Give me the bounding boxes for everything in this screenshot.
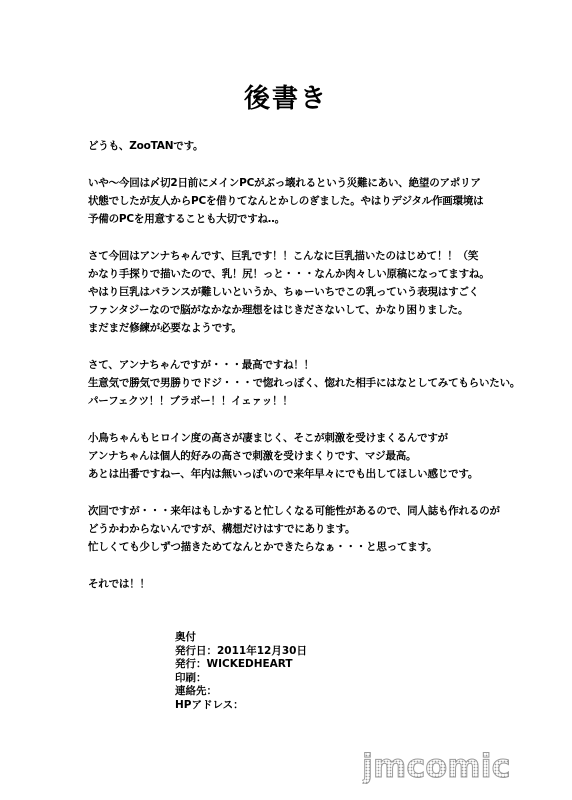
text-line: どうかわからないんですが、構想だけはすでにあります。 <box>88 523 356 536</box>
text-line: 状態でしたが友人からPCを借りてなんとかしのぎました。やはりデジタル作画環境は <box>88 194 484 207</box>
text-line: さて、アンナちゃんですが・・・最高ですね！！ <box>88 359 314 371</box>
svg-text:jmcomic: jmcomic <box>362 748 511 784</box>
paragraph-pc-trouble <box>88 174 528 229</box>
text-line: 予備のPCを用意することも大切ですね‥。 <box>88 213 285 225</box>
colophon-publisher: 発行：WICKEDHEART <box>175 658 293 671</box>
text-line: かなり手探りで描いたので、乳！尻！っと・・・なんか肉々しい原稿になってますね。 <box>88 267 490 280</box>
text-line: 生意気で勝気で男勝りでドジ・・・で惚れっぽく、惚れた相手にはなとしてみてもらいたい。 <box>88 377 521 390</box>
afterword-body <box>88 137 528 612</box>
paragraph-closing <box>88 575 528 593</box>
text-line: 小鳥ちゃんもヒロイン度の高さが凄まじく、そこが刺激を受けまくるんですが <box>88 432 448 444</box>
colophon-heading: 奥付 <box>175 631 196 643</box>
colophon-hp: HPアドレス： <box>175 698 244 711</box>
text-line: アンナちゃんは個人的好みの高さで刺激を受けまくりです、マジ最高。 <box>88 450 417 463</box>
text-line: 忙しくても少しずつ描きためてなんとかできたらなぁ・・・と思ってます。 <box>88 541 438 554</box>
jmcomic-logo-icon <box>362 748 558 784</box>
text-line: ファンタジーなので脳がなかなか理想をはじきださないして、かなり困りました。 <box>88 304 469 317</box>
text-line: まだまだ修練が必要なようです。 <box>88 322 242 335</box>
colophon-contact: 連絡先： <box>175 685 217 698</box>
colophon <box>175 631 307 713</box>
page-title: 後書き <box>243 84 328 114</box>
text-line: あとは出番ですねー、年内は無いっぽいので来年早々にでも出してほしい感じです。 <box>88 468 479 481</box>
watermark-logo <box>362 748 558 784</box>
paragraph-greeting <box>88 137 528 155</box>
text-line: パーフェクツ！！ブラボー！！イェァッ！！ <box>88 395 293 408</box>
text-line: どうも、ZooTANです。 <box>88 140 204 152</box>
paragraph-kotori <box>88 429 528 484</box>
paragraph-best <box>88 356 528 411</box>
text-line: それでは！！ <box>88 578 150 590</box>
colophon-issue-date: 発行日：2011年12月30日 <box>175 644 307 657</box>
paragraph-anna <box>88 247 528 338</box>
colophon-printer: 印刷： <box>175 671 207 684</box>
paragraph-next <box>88 502 528 557</box>
text-line: いや〜今回は〆切2日前にメインPCがぶっ壊れるという災難にあい、絶望のアポリア <box>88 176 481 189</box>
text-line: さて今回はアンナちゃんです、巨乳です！！こんなに巨乳描いたのはじめて！！（笑 <box>88 249 479 262</box>
text-line: 次回ですが・・・来年はもしかすると忙しくなる可能性があるので、同人誌も作れるのが <box>88 505 500 517</box>
text-line: やはり巨乳はバランスが難しいというか、ちゅーいちでこの乳っていう表現はすごく <box>88 286 479 298</box>
